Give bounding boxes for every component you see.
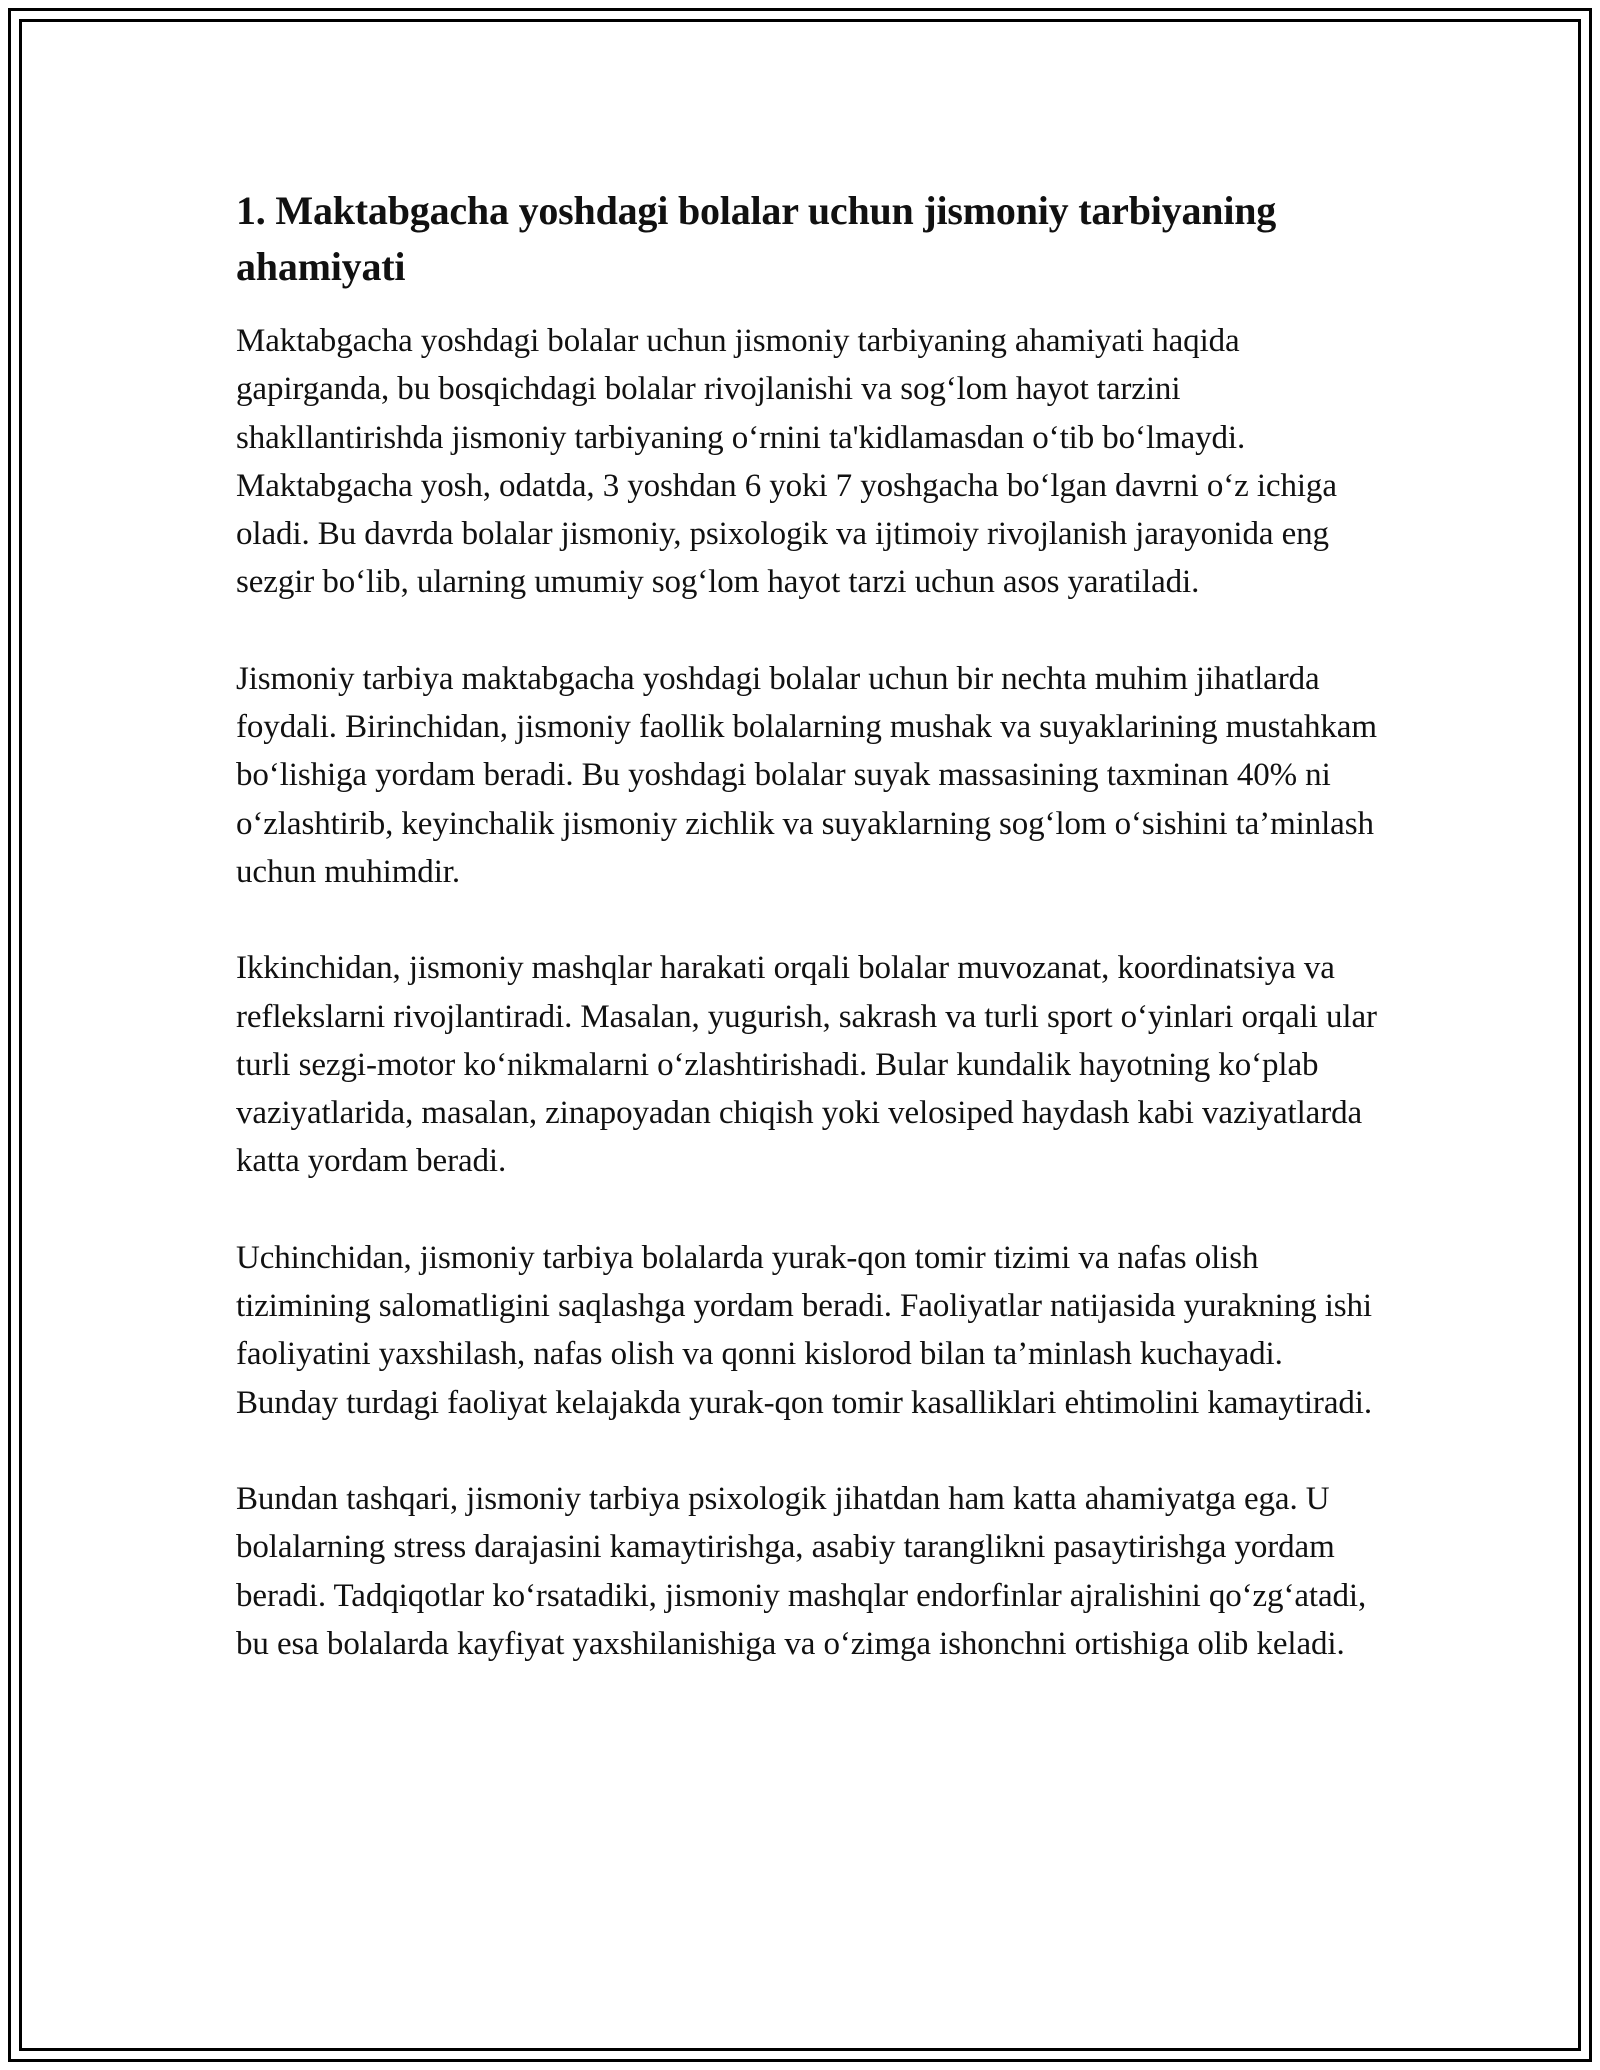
section-title: 1. Maktabgacha yoshdagi bolalar uchun jismoniy tarbiyaning ahamiyati xyxy=(236,188,1277,289)
paragraph-third-benefit: Uchinchidan, jismoniy tarbiya bolalarda yurak-qon tomir tizimi va nafas olish tizimining salomatligini saqlashga yordam beradi. Faoliyatlar natijasida yurakning ishi faoliyatini yaxshilash, nafas olish va qonni kislorod bilan ta’minlash kuchayadi. Bunday turdagi faoliyat kelajakda yurak-qon tomir kasalliklari ehtimolini kamaytiradi. xyxy=(236,1239,1372,1421)
paragraph-psychological-benefit: Bundan tashqari, jismoniy tarbiya psixologik jihatdan ham katta ahamiyatga ega. U bolalarning stress darajasini kamaytirishga, asabiy taranglikni pasaytirishga yordam beradi. Tadqiqotlar ko‘rsatadiki, jismoniy mashqlar endorfinlar ajralishini qo‘zg‘atadi, bu esa bolalarda kayfiyat yaxshilanishiga va o‘zimga ishonchni ortishiga olib keladi. xyxy=(236,1480,1367,1662)
paragraph-second-benefit: Ikkinchidan, jismoniy mashqlar harakati orqali bolalar muvozanat, koordinatsiya va reflekslarni rivojlantiradi. Masalan, yugurish, sakrash va turli sport o‘yinlari orqali ular turli sezgi-motor ko‘nikmalarni o‘zlashtirishadi. Bular kundalik hayotning ko‘plab vaziyatlarida, masalan, zinapoyadan chiqish yoki velosiped haydash kabi vaziyatlarda katta yordam beradi. xyxy=(236,950,1377,1180)
paragraph-intro: Maktabgacha yoshdagi bolalar uchun jismoniy tarbiyaning ahamiyati haqida gapirganda, bu bosqichdagi bolalar rivojlanishi va sog‘lom hayot tarzini shakllantirishda jismoniy tarbiyaning o‘rnini ta'kidlamasdan o‘tib bo‘lmaydi. Maktabgacha yosh, odatda, 3 yoshdan 6 yoki 7 yoshgacha bo‘lgan davrni o‘z ichiga oladi. Bu davrda bolalar jismoniy, psixologik va ijtimoiy rivojlanish jarayonida eng sezgir bo‘lib, ularning umumiy sog‘lom hayot tarzi uchun asos yaratiladi. xyxy=(236,323,1337,601)
paragraph-first-benefit: Jismoniy tarbiya maktabgacha yoshdagi bolalar uchun bir nechta muhim jihatlarda foydali. Birinchidan, jismoniy faollik bolalarning mushak va suyaklarining mustahkam bo‘lishiga yordam beradi. Bu yoshdagi bolalar suyak massasining taxminan 40% ni o‘zlashtirib, keyinchalik jismoniy zichlik va suyaklarning sog‘lom o‘sishini ta’minlash uchun muhimdir. xyxy=(236,660,1377,890)
document-body xyxy=(236,183,1386,1668)
